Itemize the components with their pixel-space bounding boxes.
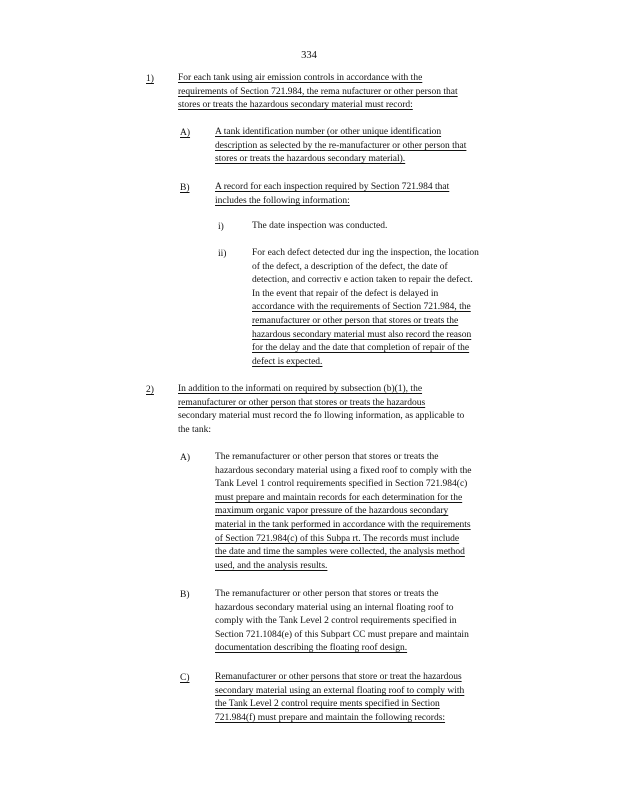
text-line: For each defect detected dur ing the inspection, the location — [252, 248, 479, 258]
page-number: 334 — [301, 50, 317, 61]
text-line: secondary material using an external floating roof to comply with — [215, 685, 465, 696]
text-line: hazardous secondary material using a fixed roof to comply with the — [215, 465, 472, 476]
item-1b-ii-text — [252, 247, 479, 369]
text-line: hazardous secondary material must also record the reason — [252, 329, 472, 340]
text-line: 721.984(f) must prepare and maintain the following records: — [215, 712, 446, 723]
item-2b-label: B) — [180, 590, 190, 600]
text-line: requirements of Section 721.984, the rema nufacturer or other person that — [178, 86, 458, 97]
item-1b-i-label: i) — [218, 222, 224, 232]
text-line: documentation describing the floating roof design. — [215, 643, 408, 654]
text-line: In addition to the informati on required by subsection (b)(1), the — [178, 384, 423, 394]
item-2a-text — [215, 451, 471, 573]
text-line: stores or treats the hazardous secondary material). — [215, 154, 406, 165]
text-line: stores or treats the hazardous secondary material must record: — [178, 100, 413, 111]
item-1-label: 1) — [146, 74, 154, 84]
text-line: the Tank Level 2 control require ments specified in Section — [215, 699, 440, 710]
text-line: Tank Level 1 control requirements specified in Section 721.984(c) — [215, 479, 468, 490]
text-line: A record for each inspection required by Section 721.984 that — [215, 182, 450, 192]
text-line: accordance with the requirements of Section 721.984, the — [252, 302, 471, 313]
text-line: secondary material must record the fo llowing information, as applicable to — [178, 411, 465, 422]
item-2b-text — [215, 588, 469, 656]
text-line: remanufacturer or other person that stores or treats the — [252, 315, 459, 326]
item-1a-label: A) — [180, 128, 191, 138]
item-2c-text — [215, 671, 464, 725]
item-1b-ii-label: ii) — [218, 249, 227, 259]
text-line: for the delay and the date that completion of repair of the — [252, 343, 470, 354]
item-2-text — [178, 383, 464, 437]
text-line: For each tank using air emission controls in accordance with the — [178, 73, 423, 83]
text-line: includes the following information: — [215, 195, 350, 206]
item-1b-i-text — [252, 220, 387, 234]
text-line: used, and the analysis results. — [215, 560, 328, 571]
text-line: comply with the Tank Level 2 control requirements specified in — [215, 616, 457, 627]
text-line: remanufacturer or other person that stores or treats the hazardous — [178, 397, 426, 408]
text-line: description as selected by the re-manufacturer or other person that — [215, 140, 467, 151]
item-1b-label: B) — [180, 183, 190, 193]
item-1-text — [178, 72, 458, 113]
text-line: The date inspection was conducted. — [252, 221, 388, 231]
item-1a-text — [215, 126, 466, 167]
text-line: hazardous secondary material using an internal floating roof to — [215, 602, 454, 613]
text-line: material in the tank performed in accordance with the requirements — [215, 519, 471, 530]
text-line: Section 721.1084(e) of this Subpart CC must prepare and maintain — [215, 629, 469, 640]
item-2c-label: C) — [180, 673, 190, 683]
item-2a-label: A) — [180, 453, 191, 463]
text-line: In the event that repair of the defect is delayed in — [252, 288, 439, 299]
text-line: of Section 721.984(c) of this Subpa rt. The records must include — [215, 533, 460, 544]
text-line: must prepare and maintain records for each determination for the — [215, 492, 463, 503]
text-line: the tank: — [178, 424, 211, 435]
text-line: The remanufacturer or other person that stores or treats the — [215, 589, 439, 599]
text-line: Remanufacturer or other persons that store or treat the hazardous — [215, 672, 462, 682]
item-1b-text — [215, 181, 449, 208]
text-line: maximum organic vapor pressure of the hazardous secondary — [215, 506, 449, 517]
text-line: of the defect, a description of the defect, the date of — [252, 261, 448, 272]
item-2-label: 2) — [146, 385, 154, 395]
text-line: the date and time the samples were collected, the analysis method — [215, 547, 465, 558]
text-line: detection, and correctiv e action taken to repair the defect. — [252, 275, 473, 286]
text-line: A tank identification number (or other unique identification — [215, 127, 442, 137]
text-line: The remanufacturer or other person that stores or treats the — [215, 452, 439, 462]
text-line: defect is expected. — [252, 356, 323, 367]
